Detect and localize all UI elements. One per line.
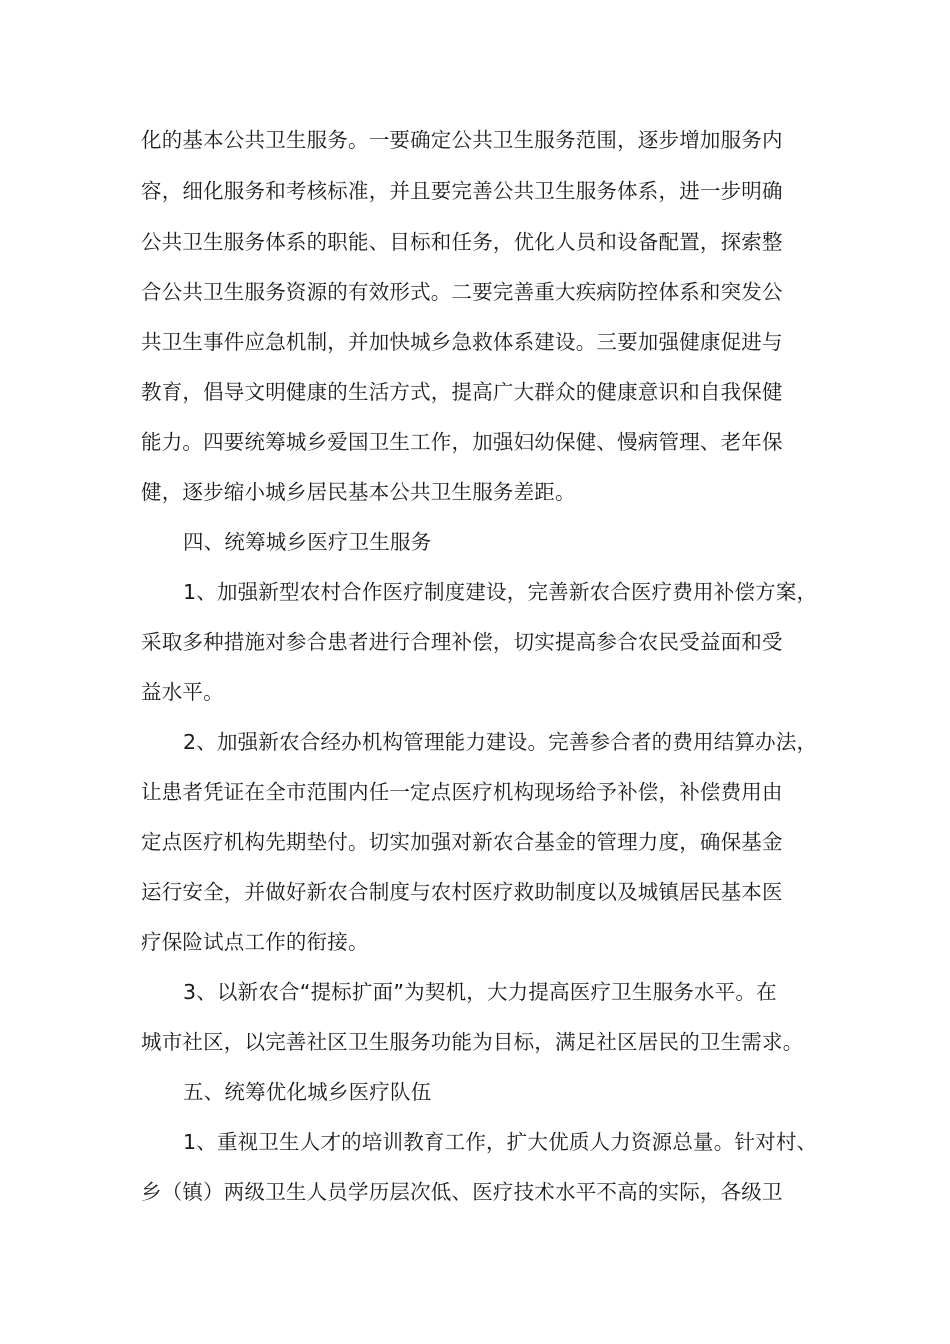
paragraph-line: 3、以新农合“提标扩面”为契机，大力提高医疗卫生服务水平。在 bbox=[183, 980, 777, 1004]
paragraph-line: 定点医疗机构先期垫付。切实加强对新农合基金的管理力度，确保基金 bbox=[141, 830, 783, 854]
paragraph-line: 教育，倡导文明健康的生活方式，提高广大群众的健康意识和自我保健 bbox=[141, 380, 783, 404]
paragraph-line: 采取多种措施对参合患者进行合理补偿，切实提高参合农民受益面和受 bbox=[141, 630, 783, 654]
paragraph-line: 1、重视卫生人才的培训教育工作，扩大优质人力资源总量。针对村、 bbox=[183, 1130, 818, 1154]
paragraph-line: 化的基本公共卫生服务。一要确定公共卫生服务范围，逐步增加服务内 bbox=[141, 128, 783, 152]
paragraph-line: 合公共卫生服务资源的有效形式。二要完善重大疾病防控体系和突发公 bbox=[141, 280, 783, 304]
paragraph-line: 运行安全，并做好新农合制度与农村医疗救助制度以及城镇居民基本医 bbox=[141, 880, 783, 904]
paragraph-line: 城市社区，以完善社区卫生服务功能为目标，满足社区居民的卫生需求。 bbox=[141, 1030, 804, 1054]
paragraph-line: 乡（镇）两级卫生人员学历层次低、医疗技术水平不高的实际，各级卫 bbox=[141, 1180, 783, 1204]
section-heading: 四、统筹城乡医疗卫生服务 bbox=[183, 530, 432, 554]
paragraph-line: 1、加强新型农村合作医疗制度建设，完善新农合医疗费用补偿方案， bbox=[183, 580, 818, 604]
paragraph-line: 容，细化服务和考核标准，并且要完善公共卫生服务体系，进一步明确 bbox=[141, 179, 783, 203]
paragraph-line: 公共卫生服务体系的职能、目标和任务，优化人员和设备配置，探索整 bbox=[141, 230, 783, 254]
paragraph-line: 2、加强新农合经办机构管理能力建设。完善参合者的费用结算办法， bbox=[183, 730, 818, 754]
paragraph-line: 能力。四要统筹城乡爱国卫生工作，加强妇幼保健、慢病管理、老年保 bbox=[141, 430, 783, 454]
paragraph-line: 益水平。 bbox=[141, 680, 224, 704]
paragraph-line: 疗保险试点工作的衔接。 bbox=[141, 930, 369, 954]
section-heading: 五、统筹优化城乡医疗队伍 bbox=[183, 1080, 432, 1104]
paragraph-line: 健，逐步缩小城乡居民基本公共卫生服务差距。 bbox=[141, 480, 576, 504]
paragraph-line: 让患者凭证在全市范围内任一定点医疗机构现场给予补偿，补偿费用由 bbox=[141, 780, 783, 804]
paragraph-line: 共卫生事件应急机制，并加快城乡急救体系建设。三要加强健康促进与 bbox=[141, 330, 783, 354]
